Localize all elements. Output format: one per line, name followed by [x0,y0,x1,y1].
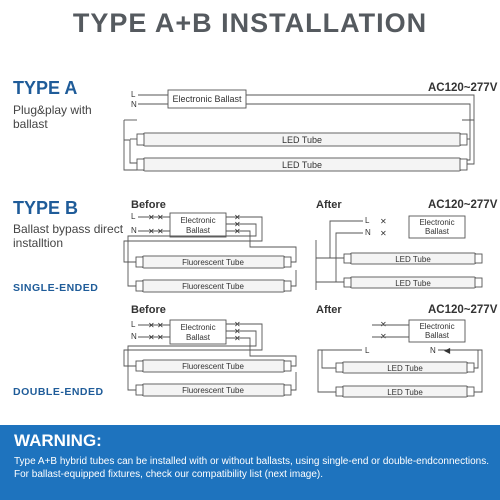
page-title: TYPE A+B INSTALLATION [72,8,428,38]
single-before-label: Before [131,199,166,211]
single-after-wire-l-label: L [365,216,370,225]
svg-text:✕: ✕ [157,321,164,330]
svg-text:✕: ✕ [148,213,155,222]
single-before-ballast-line1: Electronic [180,216,216,225]
double-before-wire-n-label: N [131,332,137,341]
double-after-tube-1-label: LED Tube [387,364,423,373]
svg-text:✕: ✕ [234,327,241,336]
double-after-label: After [316,304,342,316]
double-before-ballast-line2: Ballast [185,333,211,342]
single-after-label: After [316,199,342,211]
single-after-tube-1-label: LED Tube [395,255,431,264]
type-a-tube-2-label: LED Tube [281,160,323,170]
svg-text:✕: ✕ [234,227,241,236]
type-a-voltage: AC120~277V [428,82,498,94]
double-ended-after-diagram [318,320,482,397]
double-after-wire-n-label: N [430,346,436,355]
single-before-wire-n-label: N [131,226,137,235]
svg-text:✕: ✕ [148,321,155,330]
double-after-tube-2-label: LED Tube [387,388,423,397]
double-after-ballast-line1: Electronic [419,322,455,331]
svg-text:✕: ✕ [380,320,387,329]
type-b-description: Ballast bypass direct installtion [13,222,124,250]
type-a-description: Plug&play with ballast [13,103,92,131]
double-ended-before-diagram [124,320,296,396]
svg-text:✕: ✕ [234,320,241,329]
warning-text: Type A+B hybrid tubes can be installed with or without ballasts, using single-end or double-endconnections. For ballast-equipped fixtures, check our compatibility list (next image). [14,456,490,480]
type-a-wire-l-label: L [131,90,136,99]
svg-text:◀: ◀ [444,346,451,355]
single-ended-before-diagram [124,212,296,292]
single-ended-after-diagram [316,216,482,290]
single-before-tube-2-label: Fluorescent Tube [182,282,244,291]
svg-text:✕: ✕ [234,334,241,343]
warning-banner [0,425,500,500]
double-after-ballast-line2: Ballast [424,331,450,340]
double-after-wire-l-label: L [365,346,370,355]
double-before-ballast-line1: Electronic [180,323,216,332]
type-a-wire-n-label: N [131,100,137,109]
double-after-voltage: AC120~277V [428,304,498,316]
svg-text:✕: ✕ [157,213,164,222]
single-before-wire-l-label: L [131,212,136,221]
type-a-tube-1-label: LED Tube [281,135,323,145]
svg-text:✕: ✕ [234,220,241,229]
svg-text:✕: ✕ [148,227,155,236]
warning-title: WARNING: [14,431,102,450]
svg-text:✕: ✕ [380,332,387,341]
single-after-voltage: AC120~277V [428,199,498,211]
double-before-tube-2-label: Fluorescent Tube [182,386,244,395]
double-before-wire-l-label: L [131,320,136,329]
svg-text:✕: ✕ [157,227,164,236]
single-before-tube-1-label: Fluorescent Tube [182,258,244,267]
svg-text:✕: ✕ [380,217,387,226]
svg-text:✕: ✕ [148,333,155,342]
svg-text:✕: ✕ [157,333,164,342]
double-before-label: Before [131,304,166,316]
type-a-heading: TYPE A [13,78,78,98]
single-after-wire-n-label: N [365,228,371,237]
double-before-tube-1-label: Fluorescent Tube [182,362,244,371]
double-ended-label: DOUBLE-ENDED [13,386,104,398]
type-a-diagram [124,90,474,171]
single-ended-label: SINGLE-ENDED [13,282,99,294]
single-after-ballast-line2: Ballast [424,227,450,236]
single-after-ballast-line1: Electronic [419,218,455,227]
svg-text:✕: ✕ [380,229,387,238]
svg-text:✕: ✕ [234,213,241,222]
single-before-ballast-line2: Ballast [185,226,211,235]
type-b-heading: TYPE B [13,198,79,218]
single-after-tube-2-label: LED Tube [395,279,431,288]
type-a-ballast-label: Electronic Ballast [172,94,242,104]
